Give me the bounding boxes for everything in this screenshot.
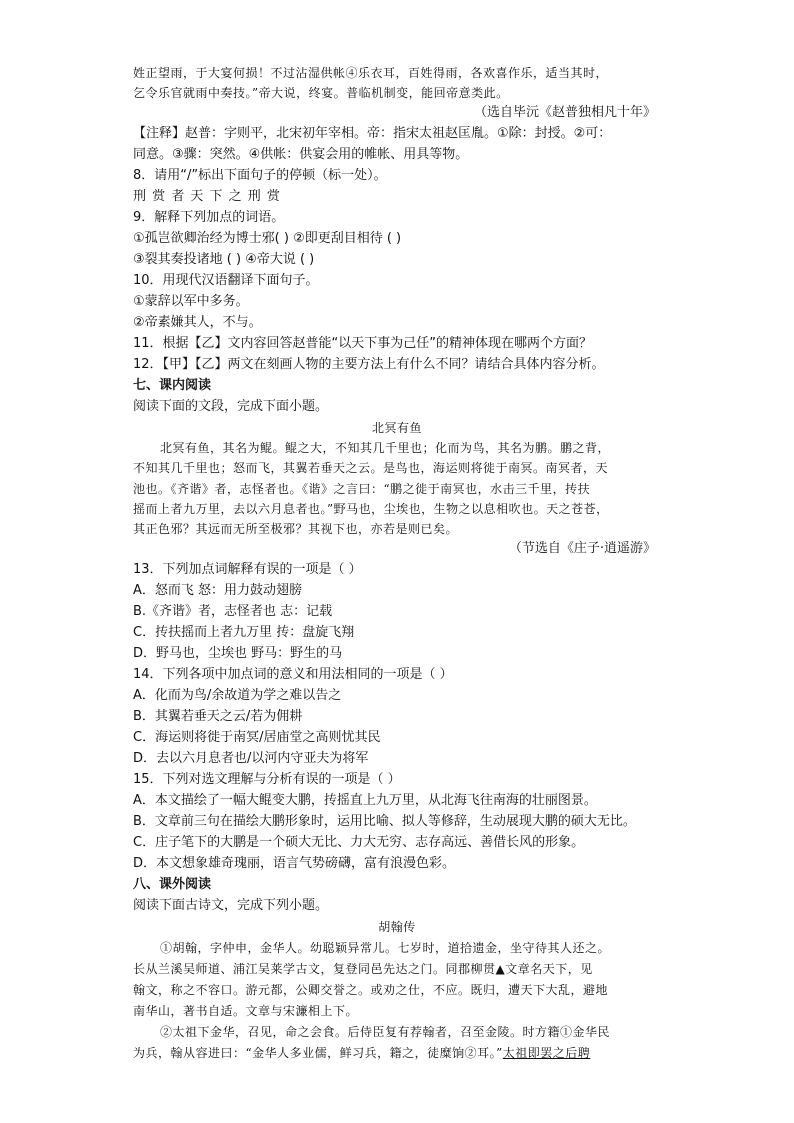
option-c: C．庄子笔下的大鹏是一个硕大无比、力大无穷、志存高远、善借长风的形象。 bbox=[133, 835, 585, 850]
passage-line: ①胡翰，字仲申，金华人。幼聪颖异常儿。七岁时，道拾遗金，坐守待其人还之。 bbox=[160, 941, 611, 955]
question-9-line: ③裂其奏投诸地 ( ) ④帝大说 ( ) bbox=[133, 252, 315, 267]
section-instruction: 阅读下面古诗文，完成下列小题。 bbox=[133, 898, 329, 913]
passage-line: 长从兰溪吴师道、浦江吴莱学古文，复登同邑先达之门。同郡柳贯▲文章名天下，见 bbox=[133, 962, 593, 976]
passage-text: 为兵，翰从容进曰：“金华人多业儒，鲜习兵，籍之，徒糜饷②耳。” bbox=[133, 1046, 503, 1060]
passage-line: 翰文，称之不容口。游元都，公卿交誉之。或劝之仕，不应。既归，遭天下大乱，避地 bbox=[133, 983, 609, 997]
question-14: 14．下列各项中加点词的意义和用法相同的一项是（ ） bbox=[133, 667, 453, 682]
option-c: C．海运则将徙于南冥/居庙堂之高则忧其民 bbox=[133, 730, 381, 745]
notes-line: 【注释】赵普：字则平，北宋初年宰相。帝：指宋太祖赵匡胤。①除：封授。②可： bbox=[133, 126, 612, 141]
passage-line: ②太祖下金华，召见，命之会食。后侍臣复有荐翰者，召至金陵。时方籍①金华民 bbox=[160, 1025, 611, 1039]
option-a: A．怒而飞 怒：用力鼓动翅膀 bbox=[133, 583, 303, 598]
underlined-sentence: 太祖即罢之后聘 bbox=[502, 1046, 591, 1060]
question-10-item: ②帝素嫌其人，不与。 bbox=[133, 315, 262, 330]
option-d: D．野马也，尘埃也 野马：野生的马 bbox=[133, 646, 343, 661]
option-a: A．本文描绘了一幅大鲲变大鹏，抟摇直上九万里，从北海飞往南海的壮丽图景。 bbox=[133, 793, 597, 808]
option-a: A．化而为鸟/余故道为学之难以告之 bbox=[133, 688, 342, 703]
question-9-line: ①孤岂欲卿治经为博士邪( ) ②即更刮目相待 ( ) bbox=[133, 231, 402, 246]
passage-line: 北冥有鱼，其名为鲲。鲲之大，不知其几千里也；化而为鸟，其名为鹏。鹏之背， bbox=[160, 441, 611, 455]
option-d: D．本文想象雄奇瑰丽，语言气势磅礴，富有浪漫色彩。 bbox=[133, 856, 456, 871]
section-heading: 八、课外阅读 bbox=[133, 877, 212, 892]
section-heading: 七、课内阅读 bbox=[133, 378, 212, 393]
passage-line: 不知其几千里也；怒而飞，其翼若垂天之云。是鸟也，海运则将徙于南冥。南冥者，天 bbox=[133, 461, 609, 475]
option-b: B．文章前三句在描绘大鹏形象时，运用比喻、拟人等修辞，生动展现大鹏的硕大无比。 bbox=[133, 814, 636, 829]
question-10: 10．用现代汉语翻译下面句子。 bbox=[133, 273, 319, 288]
question-13: 13．下列加点词解释有误的一项是（ ） bbox=[133, 562, 362, 577]
passage-line: 摇而上者九万里，去以六月息者也。”野马也，尘埃也，生物之以息相吹也。天之苍苍， bbox=[133, 502, 609, 516]
option-b: B.《齐谐》者，志怪者也 志：记载 bbox=[133, 604, 333, 619]
passage-line: 池也。《齐谐》者，志怪者也。《谐》之言曰：“鹏之徙于南冥也，水击三千里，抟扶 bbox=[133, 482, 591, 496]
passage-title: 北冥有鱼 bbox=[371, 421, 422, 435]
question-15: 15．下列对选文理解与分析有误的一项是（ ） bbox=[133, 772, 401, 787]
passage-title: 胡翰传 bbox=[378, 920, 416, 934]
passage-line: 乞令乐官就雨中奏技。”帝大说，终宴。普临机制变，能回帝意类此。 bbox=[133, 86, 509, 100]
passage-line: 其正色邪？其远而无所至极邪？其视下也，亦若是则已矣。 bbox=[133, 522, 459, 536]
question-10-item: ①蒙辞以军中多务。 bbox=[133, 294, 249, 309]
passage-line: 姓正望雨，于大宴何损！不过沾湿供帐④乐衣耳，百姓得雨，各欢喜作乐，适当其时， bbox=[133, 66, 609, 80]
passage-line bbox=[133, 1044, 590, 1062]
notes-line: 同意。③骤：突然。④供帐：供宴会用的帷帐、用具等物。 bbox=[133, 147, 469, 162]
passage-source: （节选自《庄子·逍遥游》 bbox=[508, 541, 656, 556]
question-11: 11．根据【乙】文内容回答赵普能“以天下事为己任”的精神体现在哪两个方面？ bbox=[133, 336, 593, 351]
question-8: 8．请用“/”标出下面句子的停顿（标一处）。 bbox=[133, 168, 387, 183]
question-9: 9．解释下列加点的词语。 bbox=[133, 210, 285, 225]
passage-source: （选自毕沅《赵普独相凡十年》 bbox=[473, 105, 656, 120]
question-12: 12．【甲】【乙】两文在刻画人物的主要方法上有什么不同？请结合具体内容分析。 bbox=[133, 357, 605, 372]
section-instruction: 阅读下面的文段，完成下面小题。 bbox=[133, 399, 329, 414]
option-c: C．抟扶摇而上者九万里 抟：盘旋飞翔 bbox=[133, 625, 355, 640]
passage-line: 南华山，著书自适。文章与宋濂相上下。 bbox=[133, 1004, 359, 1018]
option-b: B．其翼若垂天之云/若为佣耕 bbox=[133, 709, 303, 724]
option-d: D．去以六月息者也/以河内守亚夫为将军 bbox=[133, 751, 369, 766]
question-8-sentence: 刑 赏 者 天 下 之 刑 赏 bbox=[133, 189, 281, 204]
